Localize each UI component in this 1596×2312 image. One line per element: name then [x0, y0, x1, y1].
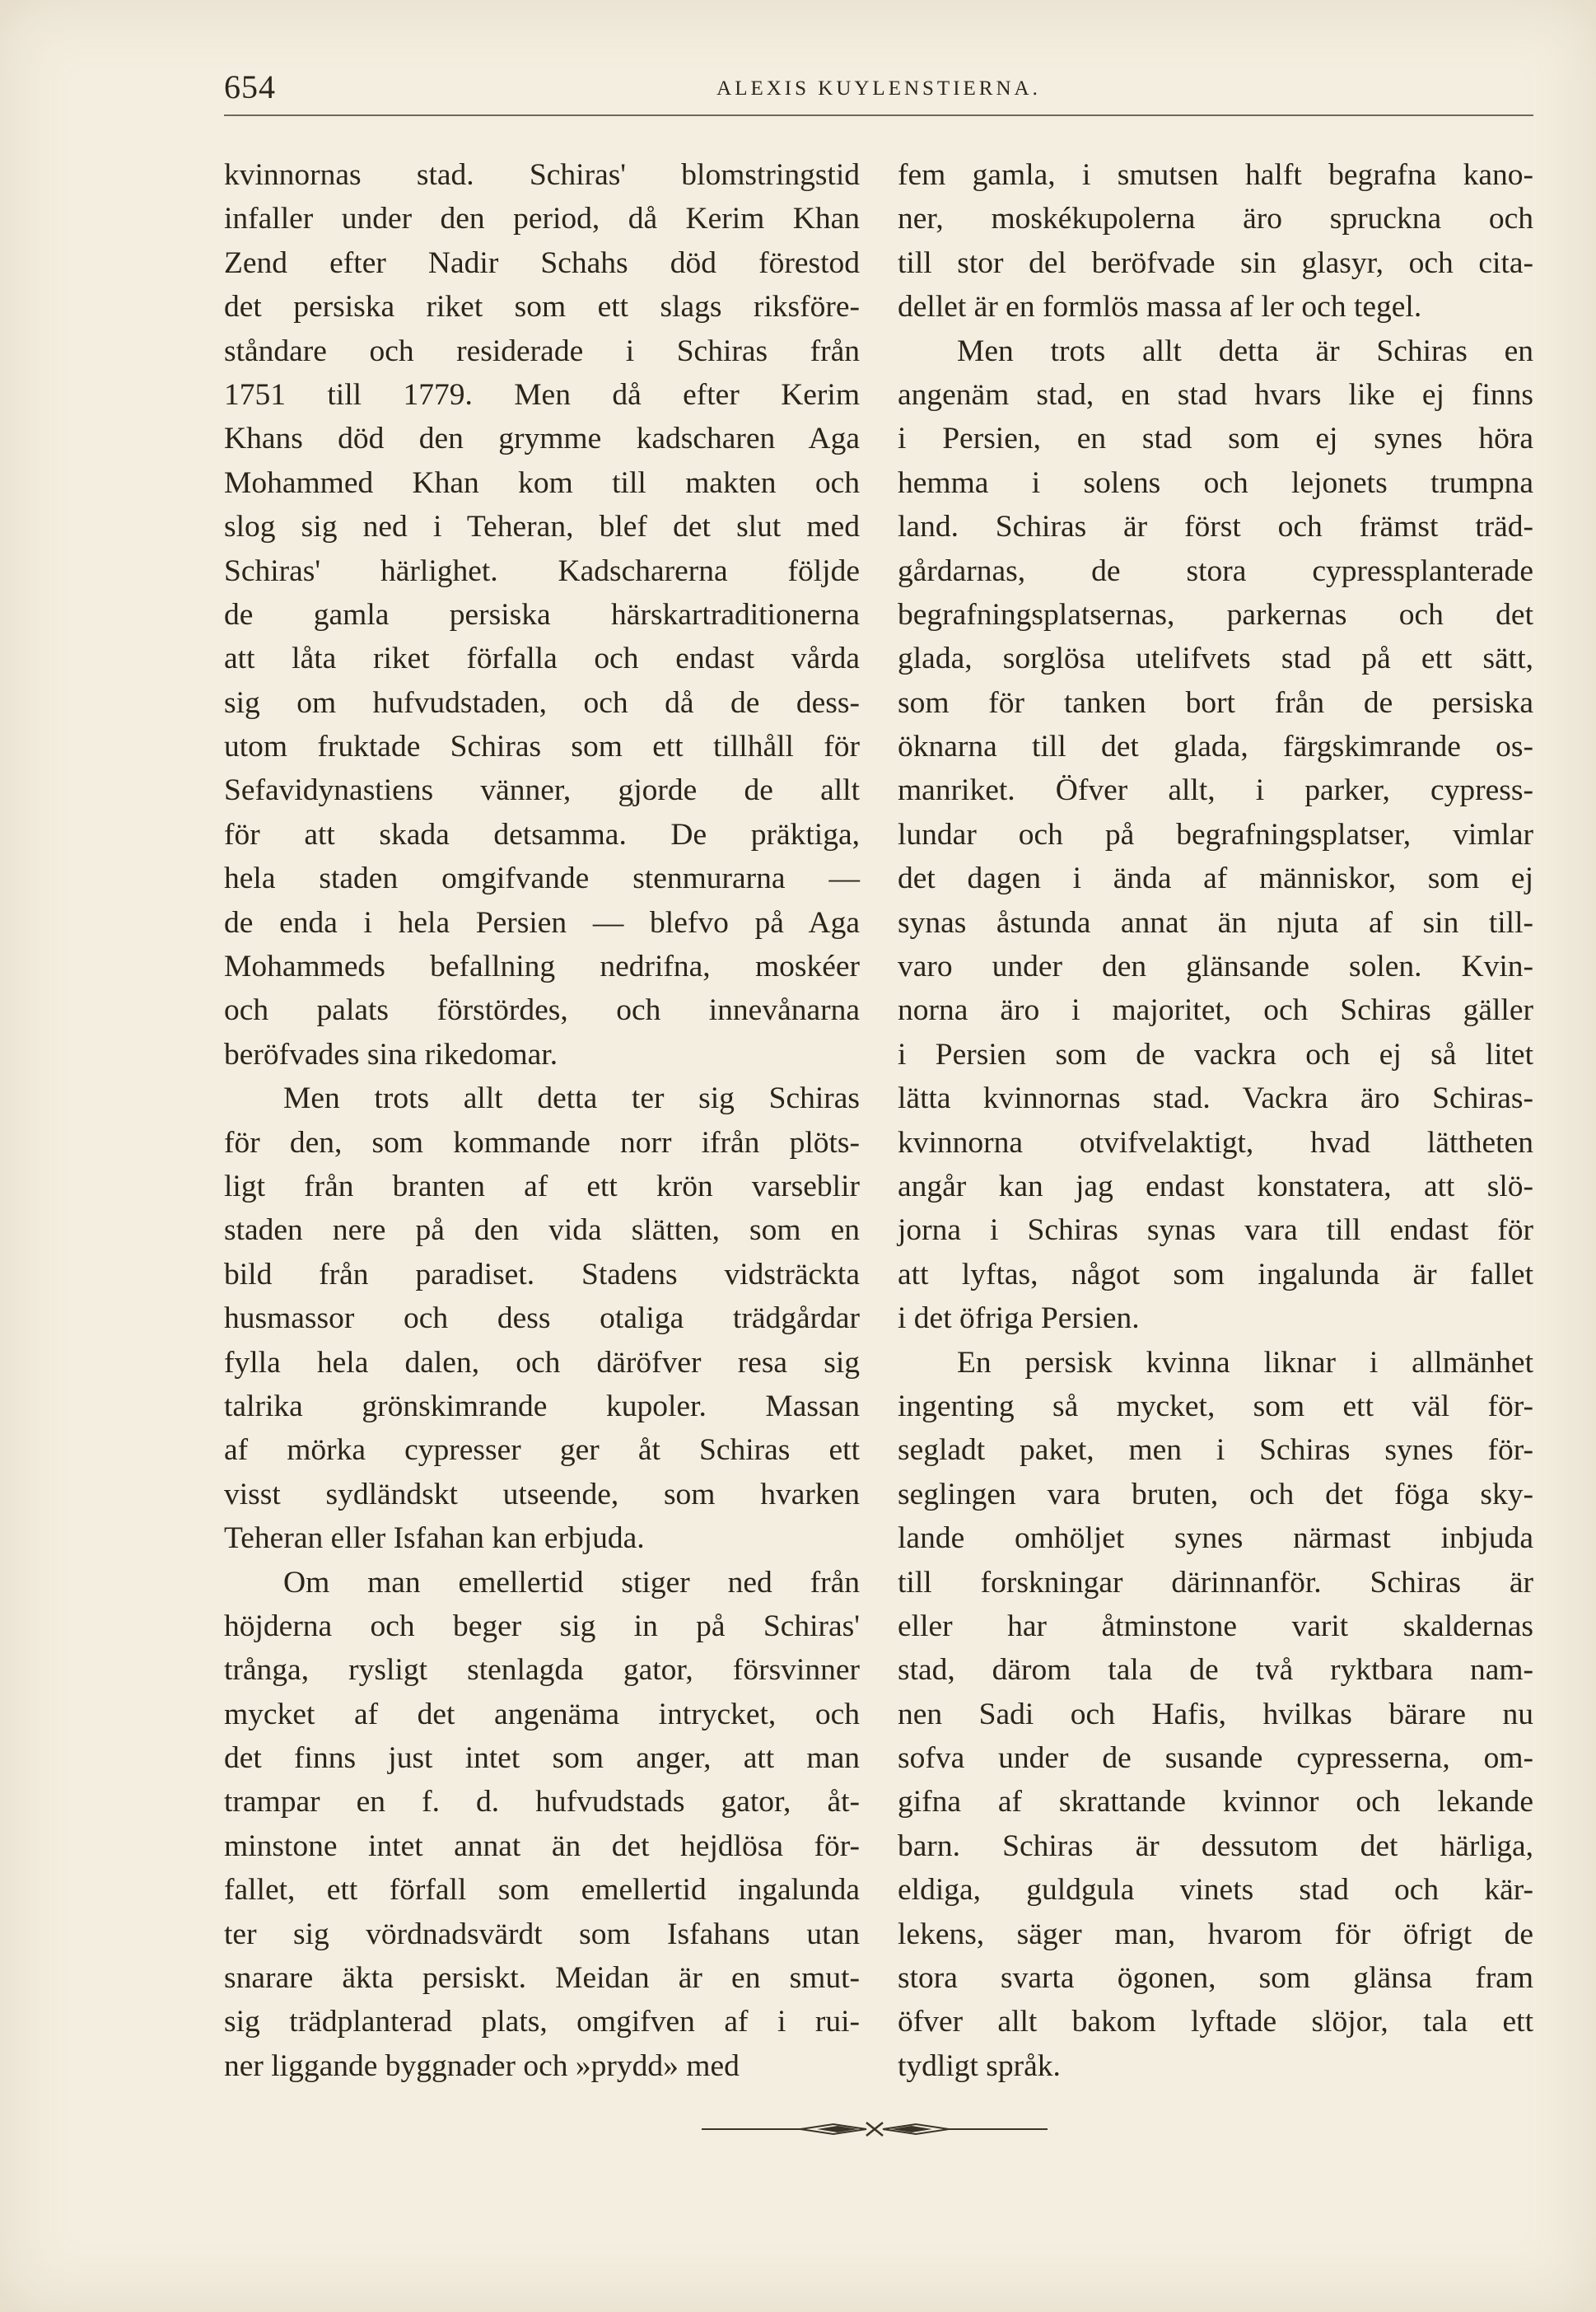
text-line: till stor del beröfvade sin glasyr, och cita- — [898, 245, 1533, 280]
text-line: lundar och på begrafningsplatser, vimlar — [898, 817, 1533, 852]
text-line: det persiska riket som ett slags riksföre- — [224, 290, 860, 325]
text-line: seglingen vara bruten, och det föga sky- — [898, 1477, 1533, 1511]
text-line: eller har åtminstone varit skaldernas — [898, 1609, 1533, 1643]
text-line: i Persien som de vackra och ej så litet — [898, 1037, 1533, 1072]
text-line: Sefavidynastiens vänner, gjorde de allt — [224, 773, 860, 808]
text-line: sig om hufvudstaden, och då de dess- — [224, 685, 860, 720]
text-line: Teheran eller Isfahan kan erbjuda. — [224, 1521, 645, 1556]
text-line: utom fruktade Schiras som ett tillhåll för — [224, 730, 860, 764]
text-line: begrafningsplatsernas, parkernas och det — [898, 597, 1533, 632]
text-line: Zend efter Nadir Schahs död förestod — [224, 245, 860, 280]
text-line: barn. Schiras är dessutom det härliga, — [898, 1829, 1533, 1863]
text-line: Om man emellertid stiger ned från — [283, 1565, 860, 1600]
text-line: stad, därom tala de två ryktbara nam- — [898, 1653, 1533, 1688]
text-line: Khans död den grymme kadscharen Aga — [224, 422, 860, 456]
text-line: visst sydländskt utseende, som hvarken — [224, 1477, 860, 1511]
text-line: minstone intet annat än det hejdlösa för- — [224, 1829, 860, 1863]
text-line: för den, som kommande norr ifrån plöts- — [224, 1125, 860, 1160]
text-line: eldiga, guldgula vinets stad och kär- — [898, 1873, 1533, 1908]
text-line: hela staden omgifvande stenmurarna — — [224, 862, 860, 896]
text-line: bild från paradiset. Stadens vidsträckta — [224, 1257, 860, 1291]
text-line: lande omhöljet synes närmast inbjuda — [898, 1521, 1533, 1556]
text-line: ner, moskékupolerna äro spruckna och — [898, 202, 1533, 236]
text-line: för att skada detsamma. De präktiga, — [224, 817, 860, 852]
text-line: af mörka cypresser ger åt Schiras ett — [224, 1433, 860, 1468]
text-line: En persisk kvinna liknar i allmänhet — [957, 1345, 1533, 1380]
text-line: manriket. Öfver allt, i parker, cypress- — [898, 773, 1533, 808]
text-line: Schiras' härlighet. Kadscharerna följde — [224, 553, 860, 588]
text-line: att låta riket förfalla och endast vårda — [224, 642, 860, 676]
right-text-column — [898, 153, 1533, 2088]
text-line: Mohammed Khan kom till makten och — [224, 465, 860, 500]
text-line: höjderna och beger sig in på Schiras' — [224, 1609, 860, 1643]
text-line: som för tanken bort från de persiska — [898, 685, 1533, 720]
text-line: och palats förstördes, och innevånarna — [224, 993, 860, 1028]
text-line: de enda i hela Persien — blefvo på Aga — [224, 905, 860, 940]
text-line: land. Schiras är först och främst träd- — [898, 510, 1533, 544]
text-line: ligt från branten af ett krön varseblir — [224, 1169, 860, 1203]
text-line: hemma i solens och lejonets trumpna — [898, 465, 1533, 500]
header-rule — [224, 114, 1533, 116]
text-line: öknarna till det glada, färgskimrande os- — [898, 730, 1533, 764]
text-line: mycket af det angenäma intrycket, och — [224, 1697, 860, 1731]
text-line: Mohammeds befallning nedrifna, moskéer — [224, 950, 860, 984]
text-line: de gamla persiska härskartraditionerna — [224, 597, 860, 632]
text-line: gårdarnas, de stora cypressplanterade — [898, 553, 1533, 588]
text-line: dellet är en formlös massa af ler och tegel. — [898, 290, 1422, 325]
text-line: angår kan jag endast konstatera, att slö- — [898, 1169, 1533, 1203]
text-line: tydligt språk. — [898, 2048, 1061, 2083]
text-line: det dagen i ända af människor, som ej — [898, 862, 1533, 896]
text-line: norna äro i majoritet, och Schiras gäller — [898, 993, 1533, 1028]
text-line: Men trots allt detta ter sig Schiras — [283, 1081, 860, 1116]
text-line: staden nere på den vida slätten, som en — [224, 1213, 860, 1248]
text-line: sofva under de susande cypresserna, om- — [898, 1741, 1533, 1776]
text-line: snarare äkta persiskt. Meidan är en smut- — [224, 1961, 860, 1996]
text-line: Men trots allt detta är Schiras en — [957, 334, 1533, 368]
text-line: segladt paket, men i Schiras synes för- — [898, 1433, 1533, 1468]
text-line: trånga, rysligt stenlagda gator, försvinner — [224, 1653, 860, 1688]
text-line: husmassor och dess otaliga trädgårdar — [224, 1301, 860, 1336]
text-line: stora svarta ögonen, som glänsa fram — [898, 1961, 1533, 1996]
text-line: sig trädplanterad plats, omgifven af i rui- — [224, 2005, 860, 2039]
text-line: kvinnornas stad. Schiras' blomstringstid — [224, 158, 860, 192]
text-line: ter sig vördnadsvärdt som Isfahans utan — [224, 1917, 860, 1951]
text-line: kvinnorna otvifvelaktigt, hvad lättheten — [898, 1125, 1533, 1160]
text-line: jorna i Schiras synas vara till endast för — [898, 1213, 1533, 1248]
text-line: ner liggande byggnader och »prydd» med — [224, 2048, 740, 2083]
text-line: ståndare och residerade i Schiras från — [224, 334, 860, 368]
text-line: lätta kvinnornas stad. Vackra äro Schiras- — [898, 1081, 1533, 1116]
text-line: infaller under den period, då Kerim Khan — [224, 202, 860, 236]
text-line: lekens, säger man, hvarom för öfrigt de — [898, 1917, 1533, 1951]
end-ornament-icon — [702, 2113, 1048, 2146]
left-text-column — [224, 153, 860, 2088]
text-line: 1751 till 1779. Men då efter Kerim — [224, 377, 860, 412]
page-number: 654 — [224, 68, 276, 105]
text-line: till forskningar därinnanför. Schiras är — [898, 1565, 1533, 1600]
text-line: angenäm stad, en stad hvars like ej finns — [898, 377, 1533, 412]
text-line: nen Sadi och Hafis, hvilkas bärare nu — [898, 1697, 1533, 1731]
text-line: slog sig ned i Teheran, blef det slut med — [224, 510, 860, 544]
text-line: ingenting så mycket, som ett väl för- — [898, 1389, 1533, 1423]
text-line: i Persien, en stad som ej synes höra — [898, 422, 1533, 456]
text-line: att lyftas, något som ingalunda är fallet — [898, 1257, 1533, 1291]
text-line: öfver allt bakom lyftade slöjor, tala ett — [898, 2005, 1533, 2039]
text-line: trampar en f. d. hufvudstads gator, åt- — [224, 1785, 860, 1819]
running-head: ALEXIS KUYLENSTIERNA. — [716, 77, 1041, 100]
text-line: i det öfriga Persien. — [898, 1301, 1140, 1336]
text-line: glada, sorglösa utelifvets stad på ett sätt, — [898, 642, 1533, 676]
text-line: beröfvades sina rikedomar. — [224, 1037, 558, 1072]
text-line: talrika grönskimrande kupoler. Massan — [224, 1389, 860, 1423]
text-line: det finns just intet som anger, att man — [224, 1741, 860, 1776]
text-line: varo under den glänsande solen. Kvin- — [898, 950, 1533, 984]
text-line: fallet, ett förfall som emellertid ingalunda — [224, 1873, 860, 1908]
text-line: fem gamla, i smutsen halft begrafna kano- — [898, 158, 1533, 192]
text-line: fylla hela dalen, och däröfver resa sig — [224, 1345, 860, 1380]
text-line: gifna af skrattande kvinnor och lekande — [898, 1785, 1533, 1819]
text-line: synas åstunda annat än njuta af sin till- — [898, 905, 1533, 940]
page-header — [224, 64, 1533, 122]
